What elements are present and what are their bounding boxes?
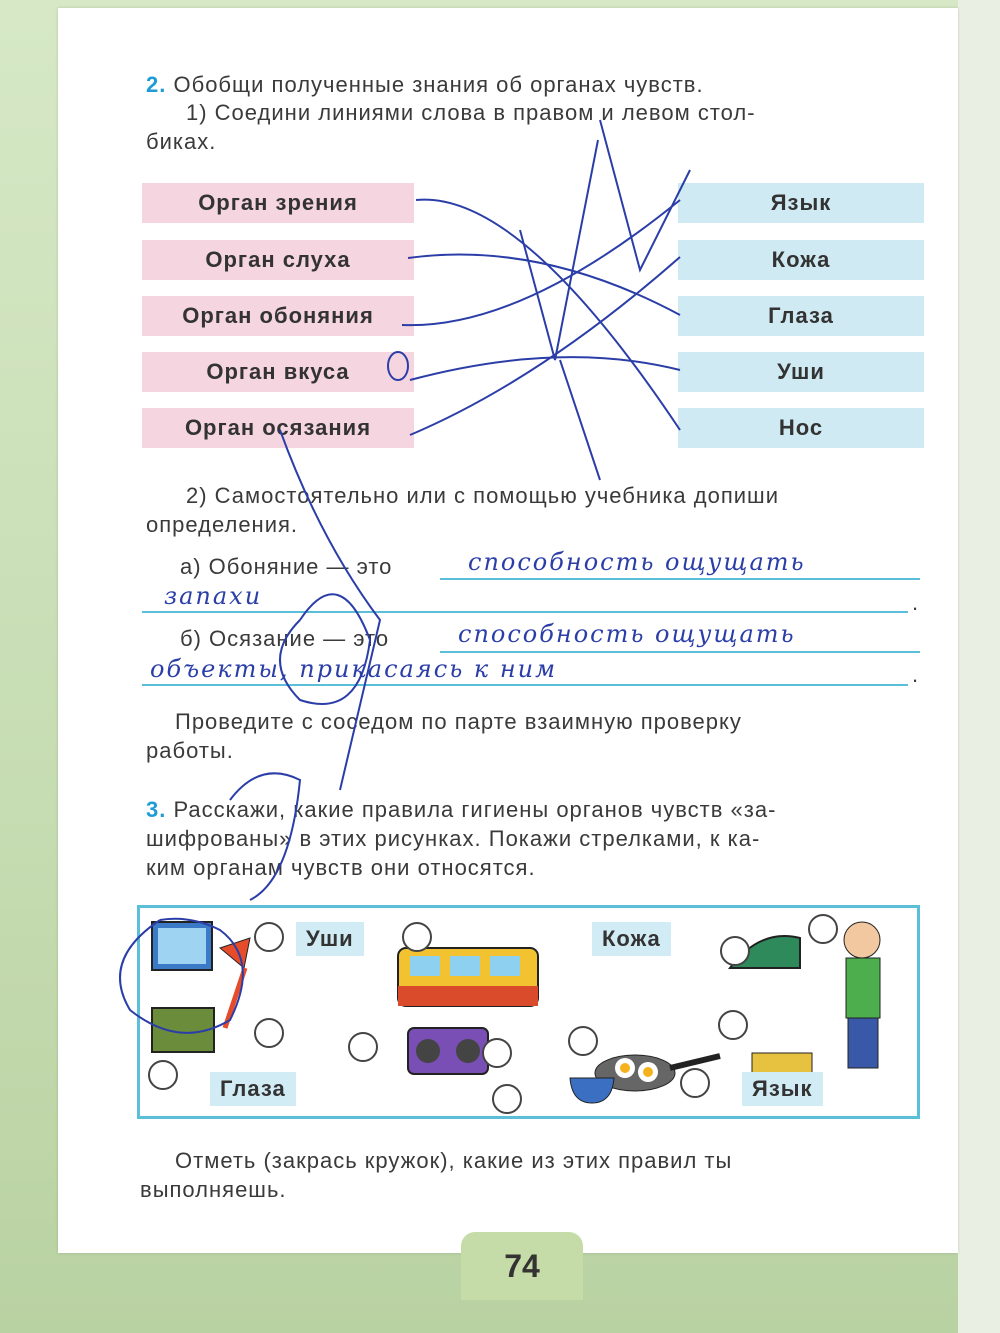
task3-line1 — [146, 795, 776, 825]
answer-circle[interactable] — [348, 1032, 378, 1062]
answer-circle[interactable] — [808, 914, 838, 944]
def-a-period: . — [912, 590, 920, 615]
def-a-line2 — [142, 611, 908, 613]
left-item-0: Орган зрения — [142, 183, 414, 223]
right-item-0: Язык — [678, 183, 924, 223]
lamp-icon — [220, 938, 250, 968]
def-b-answer2: объекты, прикасаясь к ним — [150, 655, 558, 683]
task3-line2: шифрованы» в этих рисунках. Покажи стрелками, к ка- — [146, 826, 761, 851]
cup-icon — [570, 1078, 614, 1103]
answer-circle[interactable] — [680, 1068, 710, 1098]
def-b-period: . — [912, 662, 920, 687]
tag-ears: Уши — [296, 922, 364, 956]
hygiene-illustration-panel — [137, 905, 920, 1119]
answer-circle[interactable] — [254, 922, 284, 952]
task2-sub1-line2: биках. — [146, 129, 217, 154]
task3-line3: ким органам чувств они относятся. — [146, 855, 536, 880]
book-icon — [152, 1008, 214, 1052]
def-a-line1 — [440, 578, 920, 580]
answer-circle[interactable] — [482, 1038, 512, 1068]
task2-number: 2. — [146, 72, 167, 97]
answer-circle[interactable] — [718, 1010, 748, 1040]
task2-title — [146, 70, 704, 100]
answer-circle[interactable] — [254, 1018, 284, 1048]
page-number: 74 — [461, 1232, 583, 1300]
right-item-3: Уши — [678, 352, 924, 392]
task2-sub2-line2: определения. — [146, 512, 299, 537]
def-b-line2 — [142, 684, 908, 686]
boy-cold-icon — [844, 922, 880, 958]
footer-line1: Отметь (закрась кружок), какие из этих правил ты — [175, 1148, 733, 1173]
def-a-answer1: способность ощущать — [468, 548, 806, 576]
task2-sub1-line1: 1) Соедини линиями слова в правом и левом стол- — [186, 100, 756, 125]
def-a-label: а) Обоняние — это — [180, 554, 393, 579]
def-b-label: б) Осязание — это — [180, 626, 390, 651]
adjacent-page-edge — [958, 0, 1000, 1333]
answer-circle[interactable] — [402, 922, 432, 952]
right-item-2: Глаза — [678, 296, 924, 336]
def-b-line1 — [440, 651, 920, 653]
def-b-answer1: способность ощущать — [458, 620, 796, 648]
monitor-screen — [158, 928, 206, 964]
right-item-1: Кожа — [678, 240, 924, 280]
check-line1: Проведите с соседом по парте взаимную проверку — [175, 709, 742, 734]
task3-line1-text: Расскажи, какие правила гигиены органов чувств «за- — [173, 797, 777, 822]
tag-tongue: Язык — [742, 1072, 823, 1106]
check-line2: работы. — [146, 738, 234, 763]
left-item-3: Орган вкуса — [142, 352, 414, 392]
answer-circle[interactable] — [568, 1026, 598, 1056]
left-item-4: Орган осязания — [142, 408, 414, 448]
left-item-1: Орган слуха — [142, 240, 414, 280]
answer-circle[interactable] — [720, 936, 750, 966]
answer-circle[interactable] — [492, 1084, 522, 1114]
answer-circle[interactable] — [148, 1060, 178, 1090]
task3-number: 3. — [146, 797, 167, 822]
right-item-4: Нос — [678, 408, 924, 448]
footer-line2: выполняешь. — [140, 1177, 287, 1202]
tag-skin: Кожа — [592, 922, 671, 956]
tag-eyes: Глаза — [210, 1072, 296, 1106]
task2-title-text: Обобщи полученные знания об органах чувств. — [173, 72, 704, 97]
task2-sub2-line1: 2) Самостоятельно или с помощью учебника допиши — [186, 483, 779, 508]
def-a-answer2: запахи — [164, 582, 263, 610]
left-item-2: Орган обоняния — [142, 296, 414, 336]
